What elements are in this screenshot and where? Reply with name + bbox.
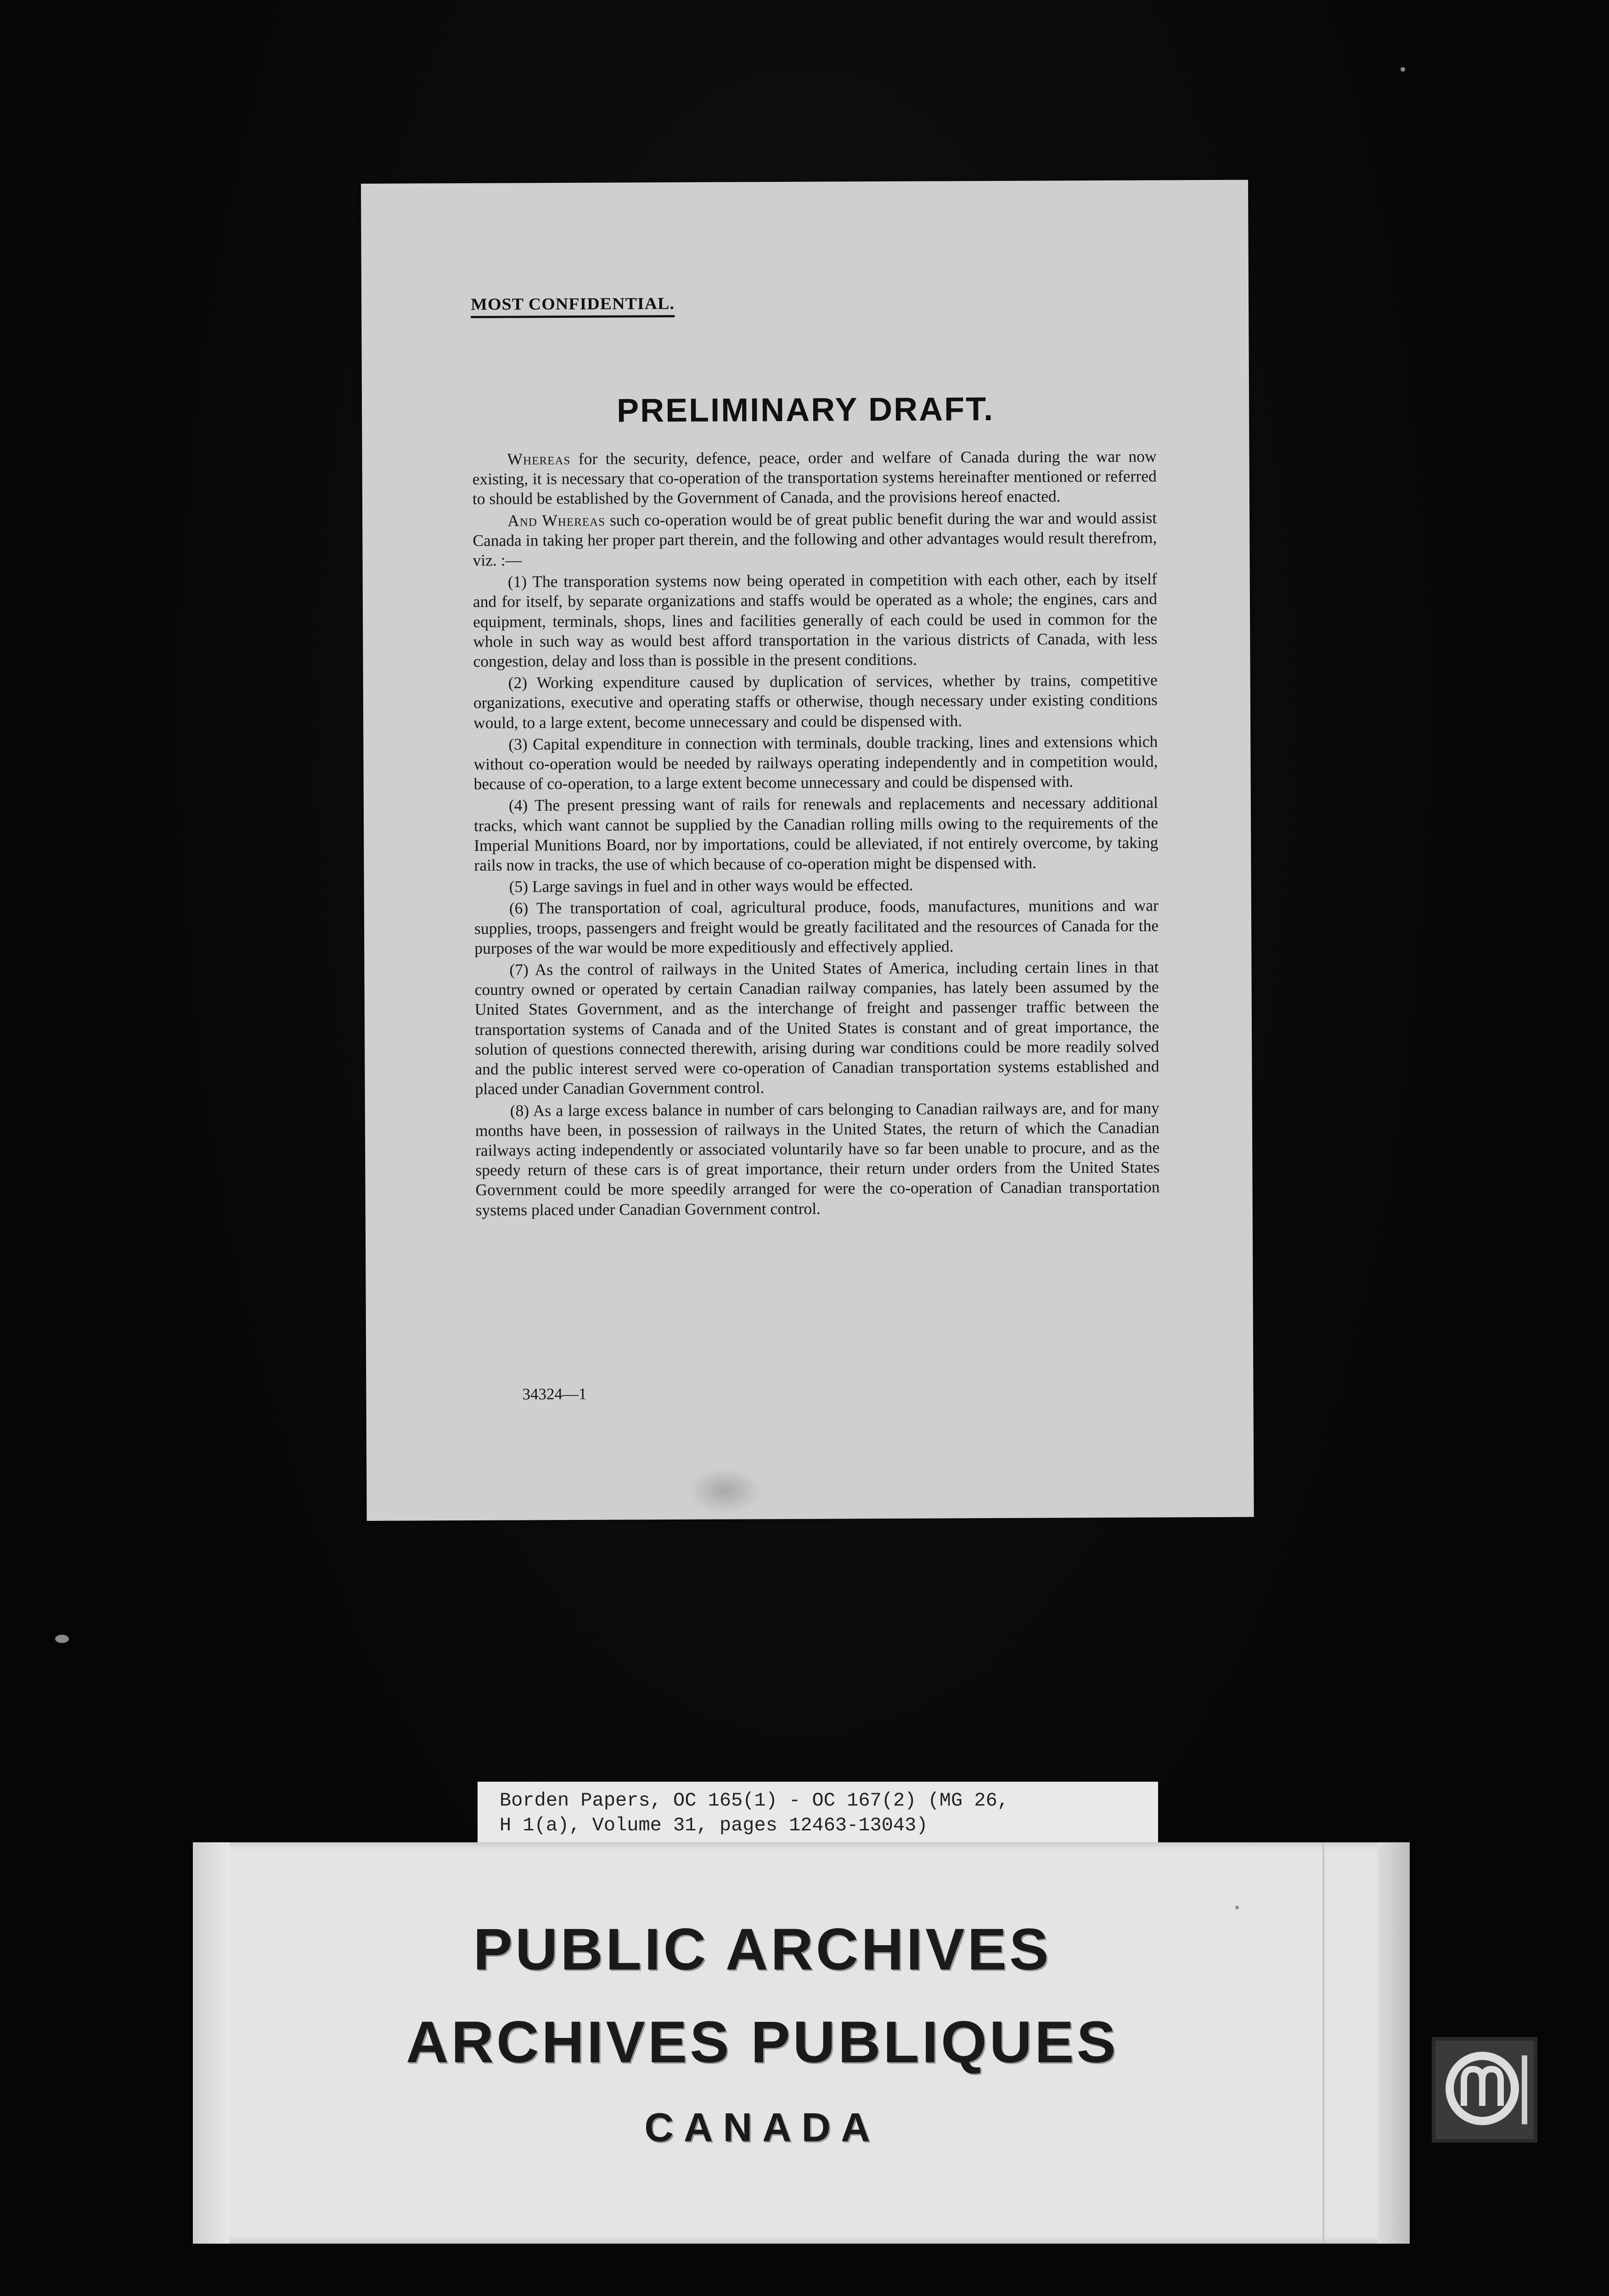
paragraph-text: (4) The present pressing want of rails for renewals and replacements and necessary additional tracks, which want cannot be supplied by the Canadian rolling mills owing to the requirements of the Imperial Munitions Board, nor by importations, could be alleviated, if not entirely overcome, by taking rails now in tracks, the use of which because of co-operation might be dispensed with.: [474, 793, 1159, 875]
paragraph-text: (5) Large savings in fuel and in other ways would be effected.: [509, 876, 913, 896]
document-number: 34324—1: [522, 1384, 587, 1403]
paragraph-text: (6) The transportation of coal, agricultural produce, foods, manufactures, munitions and war supplies, troops, passengers and freight would be greatly facilitated and the resources of Canada for the purposes of the war would be more expeditiously and effectively applied.: [474, 896, 1159, 957]
paragraph-item-8: [475, 1098, 1160, 1220]
paper-smudge: [688, 1468, 761, 1514]
document-body: [473, 446, 1160, 1221]
film-speck: [1235, 1906, 1239, 1909]
paragraph-text: (3) Capital expenditure in connection with terminals, double tracking, lines and extensions which without co-operation would be needed by railways operating independently and in competition would, because of co-operation, to a large extent become unnecessary and could be dispensed with.: [473, 732, 1158, 793]
card-title-english: PUBLIC ARCHIVES: [473, 1917, 1052, 1982]
paragraph-text: such co-operation would be of great public benefit during the war and would assist Canada in taking her proper part therein, and the following and other advantages would result therefrom, viz. :—: [473, 508, 1157, 569]
archives-emblem-icon: [1432, 2037, 1537, 2143]
paragraph-item-4: [474, 793, 1159, 875]
archives-card: [193, 1842, 1410, 2244]
paragraph-text: (1) The transporation systems now being operated in competition with each other, each by itself and for itself, by separate organizations and staffs would be operated as a whole; the engines, cars and equipment, terminals, shops, lines and facilities generally of each could be used in common for the whole in such way as would best afford transportation in the various districts of Canada, with less congestion, delay and loss than is possible in the present conditions.: [473, 569, 1158, 670]
document-title: PRELIMINARY DRAFT.: [616, 390, 995, 429]
classification-label: MOST CONFIDENTIAL.: [471, 294, 675, 318]
paragraph-and-whereas: [473, 508, 1157, 570]
paragraph-item-1: [473, 569, 1158, 672]
paragraph-text: (8) As a large excess balance in number of cars belonging to Canadian railways are, and for many months have been, in possession of railways in the United States, the return of which the Canadian railways acting independently or associated voluntarily have so far been unable to procure, and as the speedy return of these cars is of great importance, their return under orders from the United States Government could be more speedily arranged for were the co-operation of Canadian transportation systems placed under Canadian Government control.: [475, 1098, 1160, 1219]
paragraph-item-6: [474, 896, 1159, 958]
citation-label: [478, 1782, 1158, 1844]
citation-line-2: H 1(a), Volume 31, pages 12463-13043): [500, 1814, 928, 1836]
paragraph-item-3: [473, 732, 1158, 794]
film-speck: [1401, 67, 1405, 72]
paragraph-lead: And Whereas: [507, 511, 606, 530]
paragraph-lead: Whereas: [507, 450, 571, 468]
film-speck: [55, 1635, 69, 1643]
paragraph-item-7: [474, 957, 1159, 1099]
document-page: [361, 180, 1254, 1521]
card-title-french: ARCHIVES PUBLIQUES: [406, 2009, 1119, 2075]
citation-line-1: Borden Papers, OC 165(1) - OC 167(2) (MG 26,: [500, 1790, 1009, 1812]
paragraph-text: (7) As the control of railways in the United States of America, including certain lines in that country owned or operated by certain Canadian railway companies, has lately been assumed by the United States Government, and as the interchange of freight and passenger traffic between the transportation systems of Canada and of the United States is constant and of great importance, the solution of questions connected therewith, arising during war conditions could be more readily solved and the public interest served were co-operation of Canadian transportation systems established and placed under Canadian Government control.: [474, 957, 1159, 1098]
paragraph-text: for the security, defence, peace, order and welfare of Canada during the war now existing, it is necessary that co-operation of the transportation systems hereinafter mentioned or referred to should be established by the Government of Canada, and the provisions hereof enacted.: [472, 447, 1157, 508]
paragraph-text: (2) Working expenditure caused by duplication of services, whether by trains, competitive organizations, executive and operating staffs or otherwise, though necessary under existing conditions would, to a large extent, become unnecessary and could be dispensed with.: [473, 670, 1158, 732]
card-edge: [1378, 1842, 1410, 2244]
paragraph-item-5: [474, 874, 1159, 897]
paragraph-whereas: [473, 446, 1157, 509]
paragraph-item-2: [473, 670, 1158, 733]
card-country: CANADA: [644, 2105, 880, 2150]
